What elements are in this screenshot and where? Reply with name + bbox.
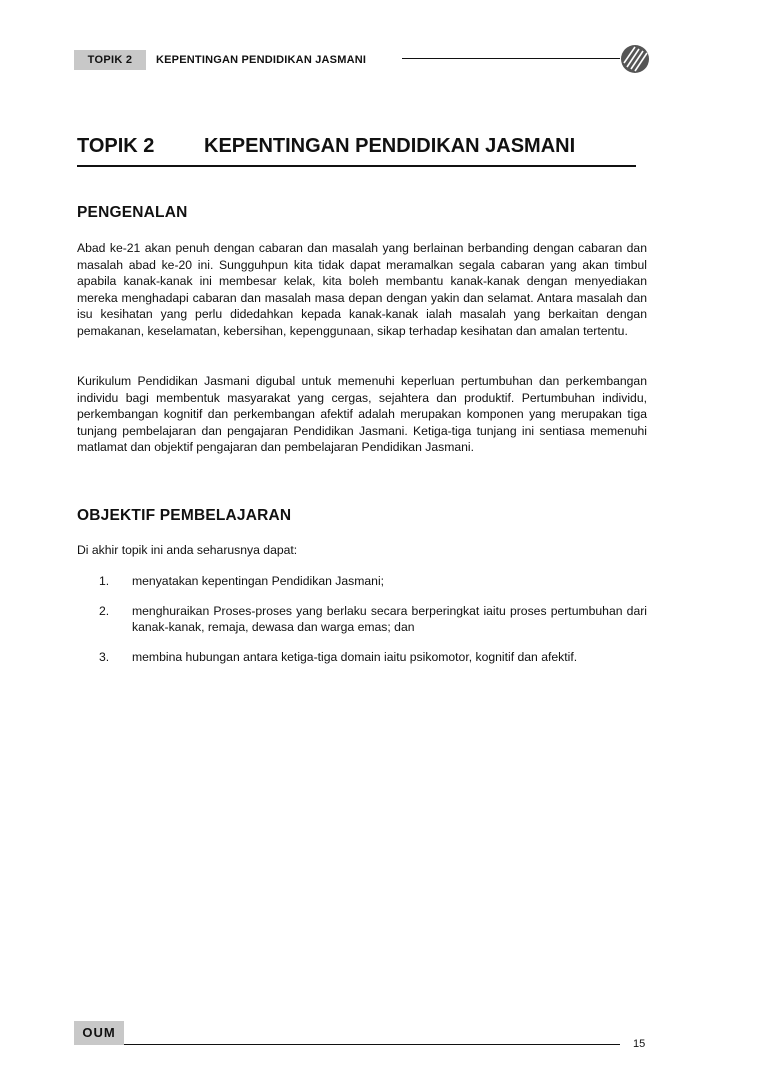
- list-item-number: 3.: [99, 649, 110, 664]
- list-item-text: membina hubungan antara ketiga-tiga domain iaitu psikomotor, kognitif dan afektif.: [132, 649, 578, 664]
- header-topic-tab: TOPIK 2: [74, 50, 146, 70]
- list-item-number: 1.: [99, 574, 110, 588]
- list-item-number: 2.: [99, 603, 110, 618]
- header-title: KEPENTINGAN PENDIDIKAN JASMANI: [156, 54, 367, 66]
- intro-paragraph-2: Kurikulum Pendidikan Jasmani digubal untuk memenuhi keperluan pertumbuhan dan perkembangan individu bagi membentuk masyarakat yang cergas, sejahtera dan produktif. Pertumbuhan individu, perkembangan kognitif dan perkembangan afektif adalah merupakan komponen yang merupakan tiga tunjang pembelajaran dan pengajaran Pendidikan Jasmani. Ketiga-tiga tunjang ini sentiasa memenuhi matlamat dan objektif pengajaran dan pembelajaran Pendidikan Jasmani.: [77, 374, 647, 455]
- running-header: [74, 50, 654, 72]
- section-heading-objectives: OBJEKTIF PEMBELAJARAN: [77, 507, 292, 524]
- footer-rule: [124, 1044, 620, 1045]
- list-item: [77, 649, 647, 666]
- list-item: [77, 573, 647, 590]
- list-item: [77, 603, 647, 636]
- objectives-lead: Di akhir topik ini anda seharusnya dapat:: [77, 543, 298, 557]
- objectives-list: [77, 573, 647, 678]
- section-heading-intro: PENGENALAN: [77, 204, 188, 221]
- list-item-text: menghuraikan Proses-proses yang berlaku secara berperingkat iaitu proses pertumbuhan dari kanak-kanak, remaja, dewasa dan warga emas; dan: [132, 603, 647, 635]
- chapter-title: [77, 135, 636, 167]
- header-rule: [402, 58, 620, 59]
- intro-paragraph-1: Abad ke-21 akan penuh dengan cabaran dan masalah yang berlainan berbanding dengan cabaran dan masalah abad ke-20 ini. Sungguhpun kita tidak dapat meramalkan segala cabaran yang akan timbul apabila kanak-kanak ini membesar kelak, kita boleh membantu kanak-kanak dengan menyediakan mereka menghadapi cabaran dan masalah masa depan dengan yakin dan selamat. Antara masalah dan isu kesihatan yang perlu didedahkan kepada kanak-kanak ialah masalah yang berkaitan dengan pemakanan, keselamatan, kebersihan, kepenggunaan, sikap terhadap kesihatan dan amalan tertentu.: [77, 241, 647, 338]
- footer-brand: OUM: [74, 1021, 124, 1045]
- chapter-topic: TOPIK 2: [77, 135, 155, 157]
- list-item-text: menyatakan kepentingan Pendidikan Jasmani;: [132, 574, 385, 588]
- chapter-name: KEPENTINGAN PENDIDIKAN JASMANI: [204, 135, 576, 157]
- page-number: 15: [633, 1038, 646, 1050]
- oum-logo-icon: [620, 44, 650, 74]
